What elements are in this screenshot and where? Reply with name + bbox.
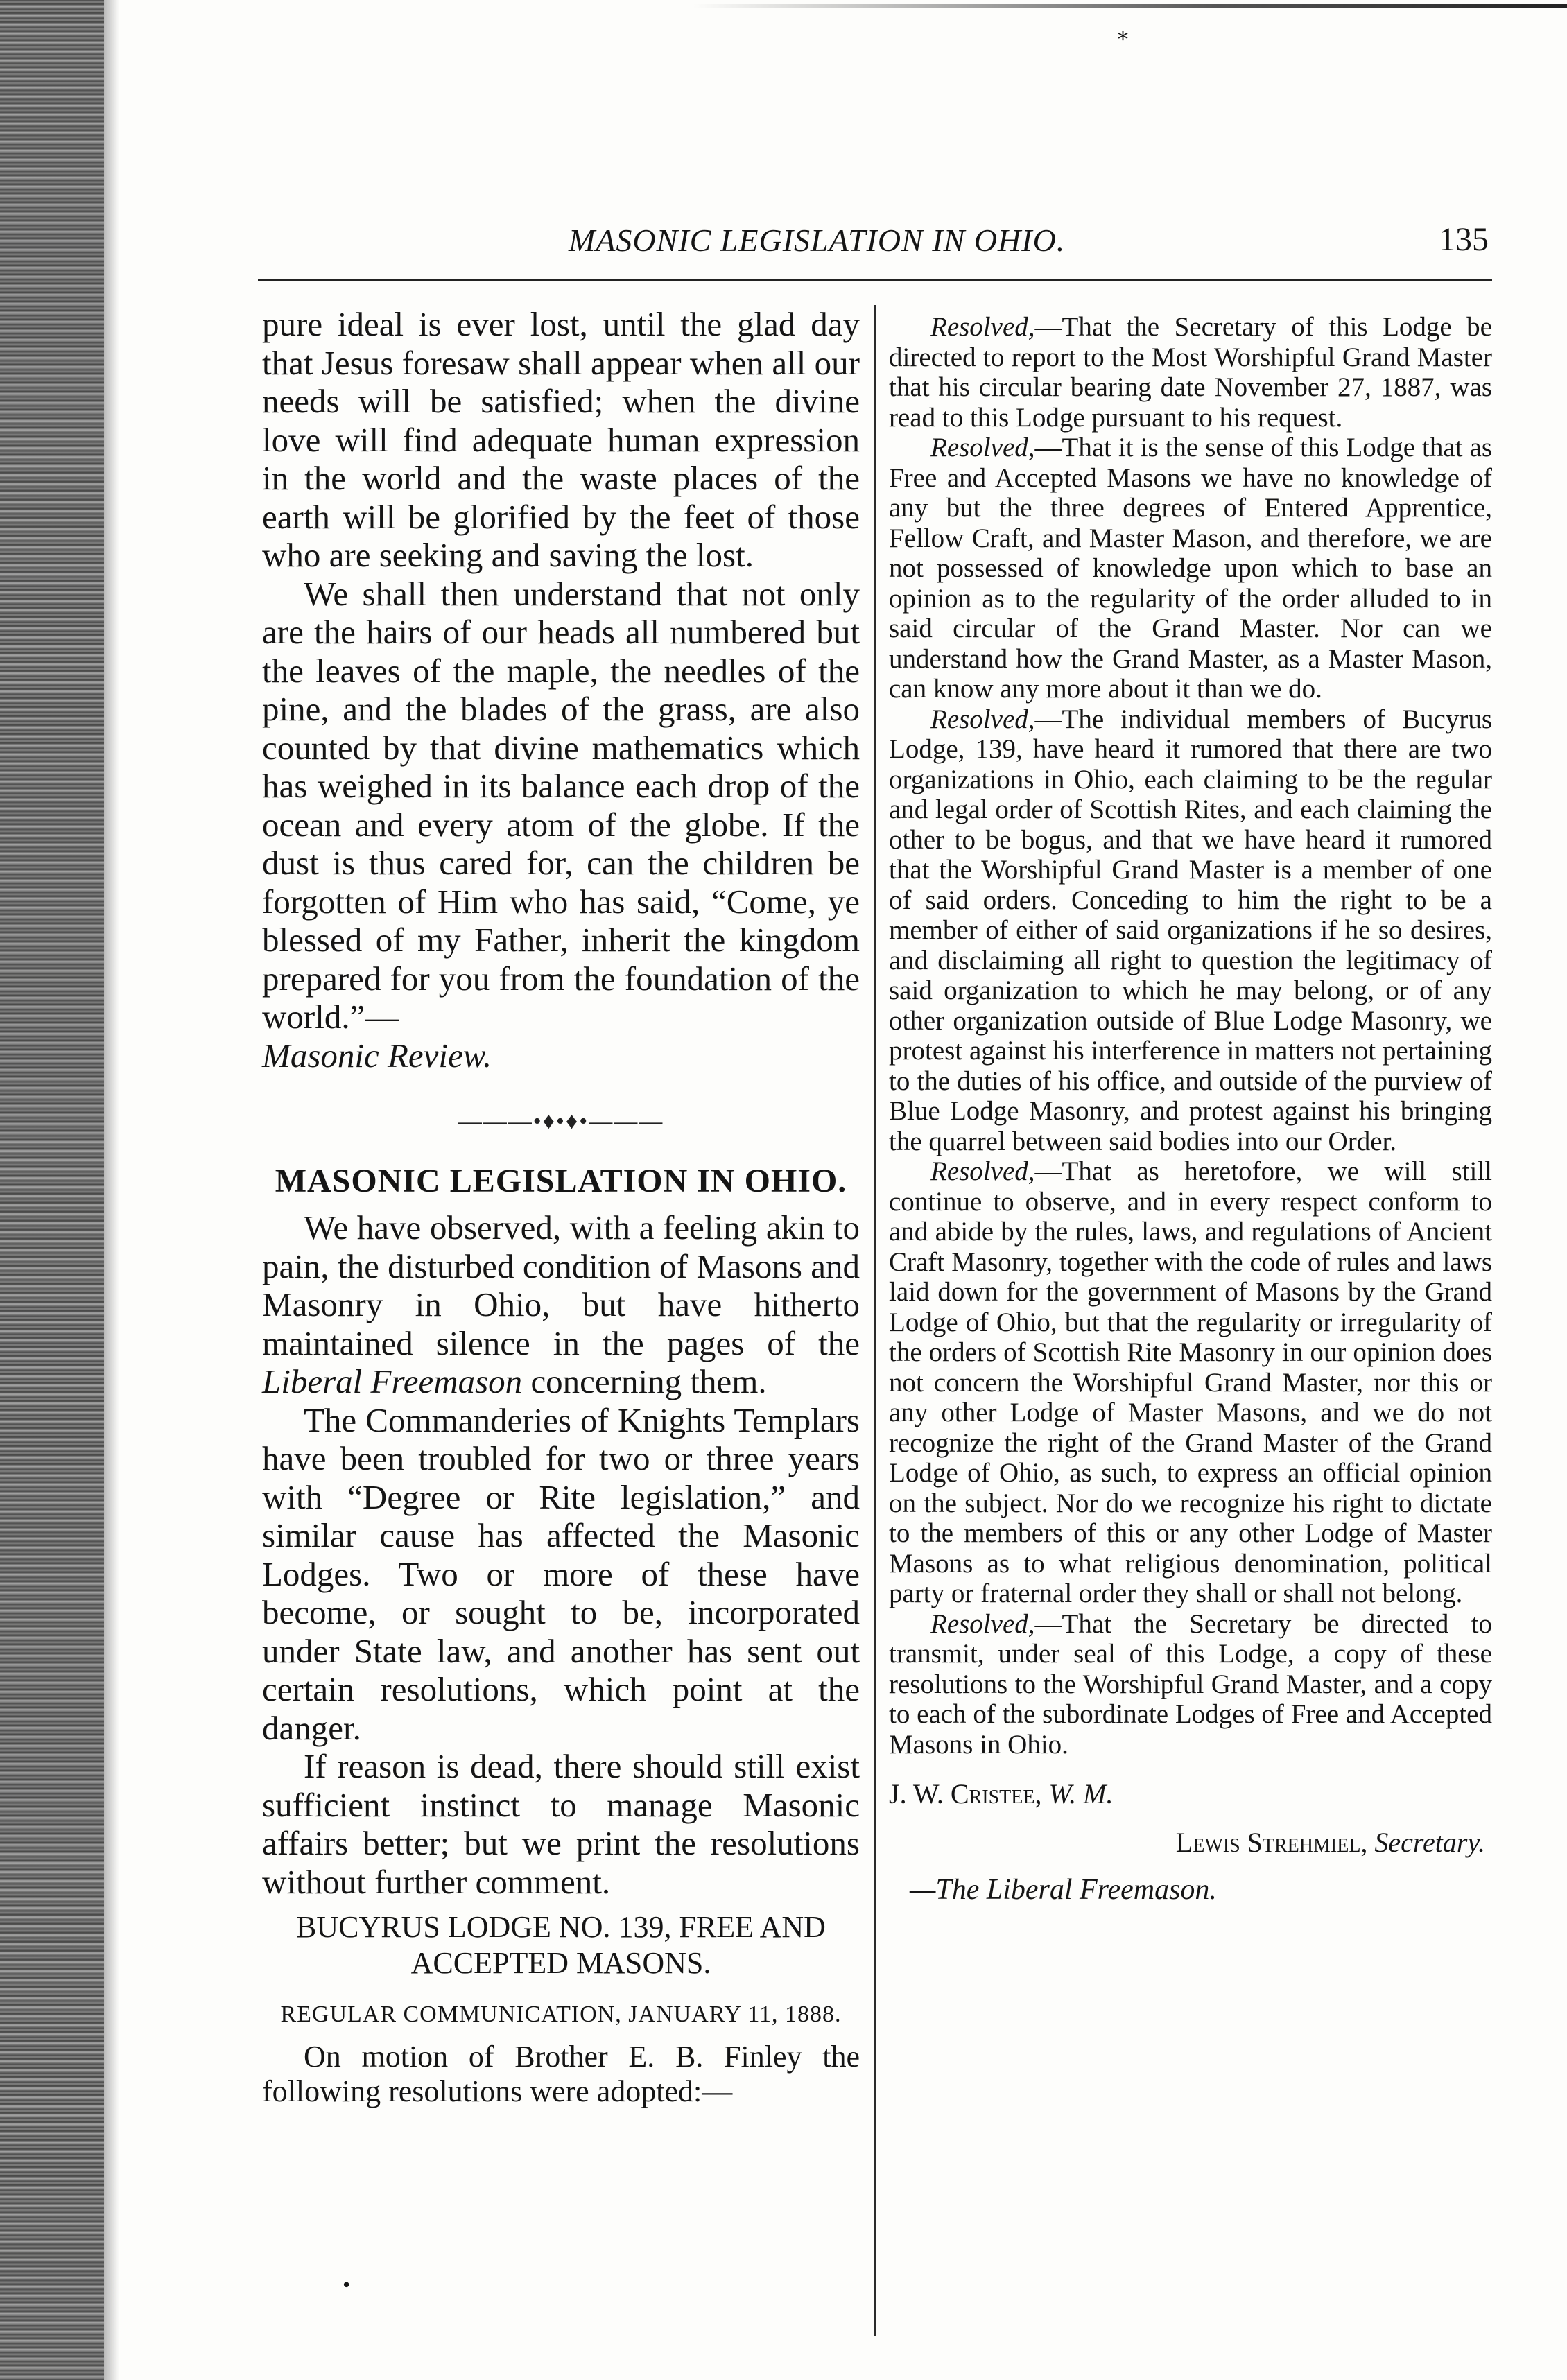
top-mark: *	[1118, 28, 1128, 52]
signer-title: W. M.	[1048, 1778, 1114, 1809]
header-rule	[258, 279, 1492, 281]
resolution: Resolved,—That the Secretary be directed to transmit, under seal of this Lodge, a copy of these resolutions to the Worshipful Grand Master, and a copy to each of the subordinate Lodges of Free and Accepted Masons in Ohio.	[889, 1608, 1492, 1760]
bottom-mark: •	[341, 2275, 352, 2296]
resolution: Resolved,—That it is the sense of this Lodge that as Free and Accepted Masons we have no knowledge of any but the three degrees of Entered Apprentice, Fellow Craft, and Master Mason, and therefore, we are not possessed of knowledge upon which to base an opinion as to the regularity of the order alluded to in said circular of the Grand Master. Nor can we understand how the Grand Master, as a Master Mason, can know any more about it than we do.	[889, 433, 1492, 704]
resolution: Resolved,—That the Secretary of this Lodge be directed to report to the Most Worshipful Grand Master that his circular bearing date November 27, 1887, was read to this Lodge pursuant to his request.	[889, 312, 1492, 433]
lodge-heading: BUCYRUS LODGE NO. 139, FREE AND ACCEPTED MASONS.	[296, 1910, 826, 1980]
left-column	[262, 305, 860, 2109]
resolution-label: Resolved,	[930, 433, 1035, 462]
article-paragraph: We have observed, with a feeling akin to pain, the disturbed condition of Masons and Masonry in Ohio, but have hitherto maintained silence in the pages of the Liberal Freemason concerning them.	[262, 1208, 860, 1400]
scanned-binding-edge	[0, 0, 104, 2380]
signer-name: J. W. Cristee,	[889, 1778, 1042, 1809]
article-paragraph: If reason is dead, there should still exist sufficient instinct to manage Masonic affairs better; but we print the resolutions without further comment.	[262, 1747, 860, 1901]
resolution-label: Resolved,	[930, 1156, 1035, 1186]
communication-date: REGULAR COMMUNICATION, JANUARY 11, 1888.	[280, 2001, 842, 2027]
page-number: 135	[1439, 221, 1489, 258]
resolution-label: Resolved,	[930, 312, 1035, 342]
article-source: —The Liberal Freemason.	[910, 1874, 1217, 1906]
motion-paragraph: On motion of Brother E. B. Finley the following resolutions were adopted:—	[262, 2039, 860, 2108]
right-column	[889, 312, 1492, 1906]
article-paragraph: The Commanderies of Knights Templars have been troubled for two or three years with “Degree or Rite legislation,” and similar cause has affected the Masonic Lodges. Two or more of these have become, or sought to be, incorporated under State law, and another has sent out certain resolutions, which point at the danger.	[262, 1400, 860, 1747]
running-title: MASONIC LEGISLATION IN OHIO.	[569, 223, 1066, 258]
continuation-paragraph: pure ideal is ever lost, until the glad day that Jesus foresaw shall appear when all our needs will be satisfied; when the divine love will find adequate human expression in the world and the waste places of the earth will be glorified by the feet of those who are seeking and saving the lost.	[262, 305, 860, 574]
resolution-label: Resolved,	[930, 704, 1035, 734]
article-title: MASONIC LEGISLATION IN OHIO.	[275, 1162, 847, 1199]
resolution-label: Resolved,	[930, 1608, 1035, 1639]
resolution: Resolved,—That as heretofore, we will still continue to observe, and in every respect conform to and abide by the rules, laws, and regulations of Ancient Craft Masonry, together with the code of rules and laws laid down for the government of Masons by the Grand Lodge of Ohio, but that the regularity or irregularity of the orders of Scottish Rite Masonry in our opinion does not concern the Worshipful Grand Master, nor this or any other Lodge of Master Masons, and we do not recognize the right of the Grand Master of the Grand Lodge of Ohio, as such, to express an official opinion on the subject. Nor do we recognize his right to dictate to the members of this or any other Lodge of Master Masons as to what religious denomination, political party or fraternal order they shall or shall not belong.	[889, 1156, 1492, 1608]
ornament-divider: ———•♦•♦•———	[458, 1109, 664, 1134]
binding-shadow	[104, 0, 119, 2380]
journal-name: Liberal Freemason	[262, 1362, 523, 1400]
secretary-name: Lewis Strehmiel,	[1175, 1826, 1368, 1858]
scan-artifact-line	[693, 4, 1567, 8]
column-rule	[874, 305, 876, 2336]
continuation-source: Masonic Review.	[262, 1036, 492, 1075]
signature-master	[889, 1779, 1492, 1809]
continuation-paragraph: We shall then understand that not only are the hairs of our heads all numbered but the leaves of the maple, the needles of the pine, and the blades of the grass, are also counted by that divine mathematics which has weighed in its balance each drop of the ocean and every atom of the globe. If the dust is thus cared for, can the children be forgotten of Him who has said, “Come, ye blessed of my Father, inherit the kingdom prepared for you from the foundation of the world.”—	[262, 574, 860, 1036]
signature-secretary	[889, 1827, 1492, 1858]
secretary-title: Secretary.	[1374, 1826, 1485, 1858]
resolution: Resolved,—The individual members of Bucyrus Lodge, 139, have heard it rumored that there are two organizations in Ohio, each claiming to be the regular and legal order of Scottish Rites, and each claiming the other to be bogus, and that we have heard it rumored that the Worshipful Grand Master is a member of one of said orders. Conceding to him the right to be a member of either of said organizations if he so desires, and disclaiming all right to question the legitimacy of said organization to which he may belong, or of any other organization outside of Blue Lodge Masonry, we protest against his interference in matters not pertaining to the duties of his office, and outside of the purview of Blue Lodge Masonry, and protest against his bringing the quarrel between said bodies into our Order.	[889, 704, 1492, 1156]
